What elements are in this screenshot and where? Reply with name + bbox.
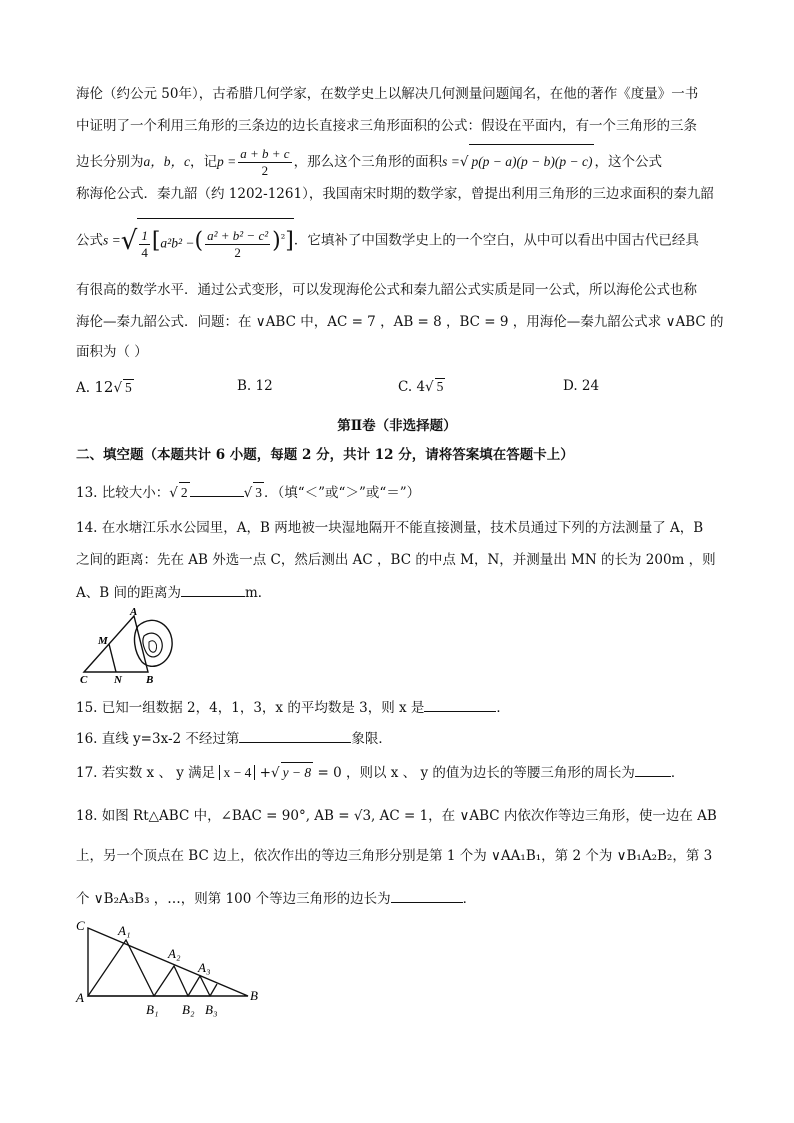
q17-answer-blank [635, 762, 671, 777]
label-b: B [146, 674, 154, 684]
q12-line3: 边长分别为a，b，c，记p = $\frac{a + b + c}{2}$ ，那么这个三角形的面积s =√ p(p − a)(p − b)(p − c) ，这个公式 [76, 146, 662, 178]
label-b2: B₂ [182, 1002, 195, 1017]
label-c: C [80, 674, 88, 684]
label-a2: A₂ [168, 946, 181, 961]
q14-line2: 之间的距离：先在 AB 外选一点 C，然后测出 AC ，BC 的中点 M，N，并测量出 MN 的长为 200m ，则 [76, 552, 716, 568]
q18-answer-blank [391, 888, 463, 903]
segment-mn [109, 644, 116, 672]
q18-line2: 上，另一个顶点在 BC 边上，依次作出的等边三角形分别是第 1 个为 ∨AA₁B₁，第 2 个为 ∨B₁A₂B₂，第 3 [76, 848, 713, 864]
equilateral-1 [88, 940, 154, 996]
q12-line4: 称海伦公式．秦九韶（约 1202-1261），我国南宋时期的数学家，曾提出利用三角形的三边求面积的秦九韶 [76, 186, 714, 202]
option-b: B. 12 [237, 378, 273, 394]
label-a: A [130, 606, 138, 618]
label-a3: A₃ [198, 960, 211, 975]
q14-answer-blank [181, 582, 245, 597]
label-n: N [114, 674, 122, 684]
option-a: A. 12√ 5 [76, 378, 132, 396]
q18-figure [72, 918, 272, 1022]
q14-line1: 14. 在水塘江乐水公园里，A，B 两地被一块湿地隔开不能直接测量，技术员通过下列的方法测量了 A，B [76, 520, 704, 536]
p-fraction: $\frac{a + b + c}{2}$ [240, 146, 290, 178]
heron-radical: p(p − a)(p − b)(p − c) [469, 144, 594, 179]
q14-figure [76, 606, 186, 684]
q12-line6: 有很高的数学水平．通过公式变形，可以发现海伦公式和秦九韶公式实质是同一公式，所以海伦公式也称 [76, 282, 697, 298]
triangle-abc [84, 616, 148, 672]
option-d: D. 24 [563, 378, 600, 394]
label-a1: A₁ [118, 923, 131, 938]
q15-answer-blank [424, 697, 496, 712]
label-b: B [250, 988, 258, 1003]
q13: 13. 比较大小：√ 2 √ 3 ．（填“＜”或“＞”或“＝”） [76, 482, 718, 503]
q12-line7: 海伦—秦九韶公式．问题：在 ∨ABC 中，AC = 7 ，AB = 8 ，BC = 9 ，用海伦—秦九韶公式求 ∨ABC 的 [76, 314, 724, 330]
q13-answer-blank [190, 482, 244, 497]
right-triangle-abc [88, 928, 248, 996]
option-c: C. 4√ 5 [398, 379, 444, 395]
q18-line3: 个 ∨B₂A₃B₃ ，…，则第 100 个等边三角形的边长为 ． [76, 888, 718, 909]
wetland-contour [143, 633, 162, 657]
q16: 16. 直线 y=3x-2 不经过第 象限． [76, 728, 718, 749]
label-a: A [76, 990, 84, 1005]
label-m: M [98, 635, 108, 647]
label-b3: B₃ [205, 1002, 218, 1017]
section2-title: 第Ⅱ卷（非选择题） [337, 418, 457, 434]
q12-line1: 海伦（约公元 50年），古希腊几何学家，在数学史上以解决几何测量问题闻名，在他的著作《度量》一书 [76, 86, 699, 102]
q14-line3: A、B 间的距离为 m． [76, 582, 718, 603]
equilateral-2 [154, 966, 188, 996]
label-c: C [76, 918, 85, 933]
q17: 17. 若实数 x 、 y 满足 x − 4 +√ y − 8 = 0 ，则以 x 、 y 的值为边长的等腰三角形的周长为 ． [76, 762, 718, 783]
q12-line2: 中证明了一个利用三角形的三条边的边长直接求三角形面积的公式：假设在平面内，有一个三角形的三条 [76, 118, 697, 134]
section2-instructions: 二、填空题（本题共计 6 小题，每题 2 分，共计 12 分，请将答案填在答题卡上） [76, 447, 574, 463]
q12-line8: 面积为（ ） [76, 344, 148, 360]
q12-line5: 公式s =√ $\frac{1}{4}$ [a²b² −( $\frac{\text{a² + b² − c²}}{2}$ )$^{^2}$]．它填补了中国数学史上的一个空白，从中可以看出中国古代已经具 [76, 218, 718, 264]
q16-answer-blank [239, 728, 351, 743]
q18-line1: 18. 如图 Rt△ABC 中，∠BAC = 90°, AB = √3, AC = 1，在 ∨ABC 内依次作等边三角形，使一边在 AB [76, 808, 717, 824]
qin-radical: $\frac{1}{4}$ [a²b² −( $\frac{\text{a² + b² − c²}}{2}$ )$^{^2}$] [137, 218, 294, 264]
q15: 15. 已知一组数据 2，4，1，3，x 的平均数是 3，则 x 是 ． [76, 697, 718, 718]
equilateral-4-edge [210, 984, 217, 996]
label-b1: B₁ [146, 1002, 159, 1017]
wetland-center [149, 641, 157, 652]
